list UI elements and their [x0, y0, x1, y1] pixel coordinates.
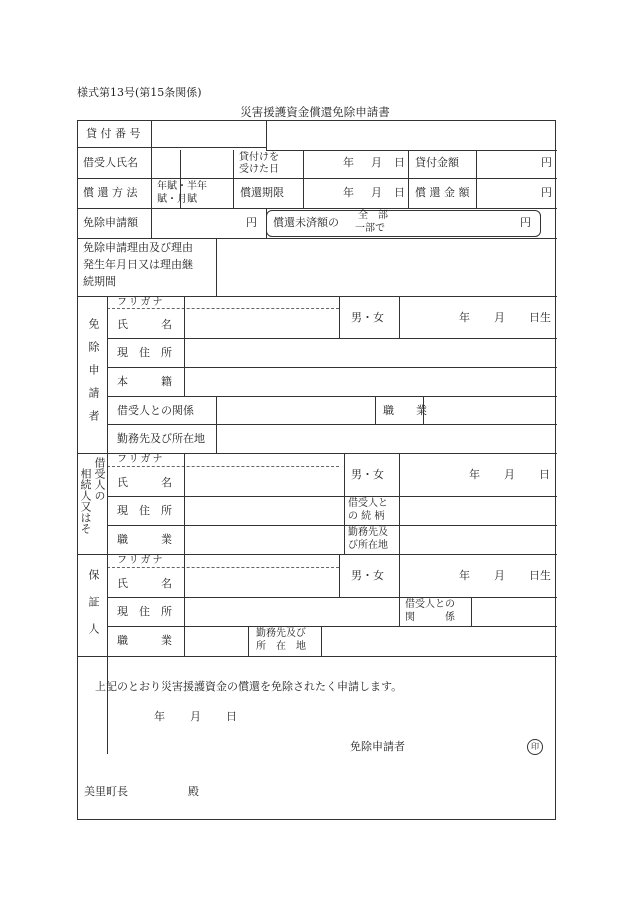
address-label: 現 住 所 — [117, 346, 172, 359]
workplace-label: 勤務先及び — [256, 628, 306, 639]
exemption-amount-label: 免除申請額 — [83, 216, 138, 229]
name-label: 氏 名 — [117, 476, 172, 489]
furigana-label: フリガナ — [117, 555, 165, 566]
relation-label: 関 係 — [405, 612, 455, 623]
furigana-label: フリガナ — [117, 297, 165, 308]
repay-method-option: 賦・月賦 — [157, 194, 197, 205]
rule — [184, 554, 185, 656]
rule — [107, 396, 557, 397]
applicant-signature-label: 免除申請者 — [350, 740, 405, 753]
rule — [107, 597, 557, 598]
occupation-label: 職 業 — [117, 533, 172, 546]
rule — [476, 150, 477, 208]
reason-label: 発生年月日又は理由継 — [83, 258, 193, 271]
rule — [78, 238, 557, 239]
date-month: 月 — [371, 156, 382, 169]
occupation-label: 職 業 — [117, 634, 172, 647]
address-label: 現 住 所 — [117, 605, 172, 618]
birth-month: 月 — [494, 569, 505, 582]
loan-date-label: 受けた日 — [239, 164, 279, 175]
rule — [107, 525, 557, 526]
birth-year: 年 — [459, 311, 470, 324]
occupation-label: 職 業 — [383, 404, 427, 417]
yen-unit: 円 — [541, 186, 552, 199]
rule — [471, 597, 472, 626]
application-form — [77, 120, 556, 820]
date-day: 日 — [394, 186, 405, 199]
rule — [266, 121, 267, 150]
workplace-label: び所在地 — [348, 540, 388, 551]
application-date-day: 日 — [226, 710, 237, 723]
relation-label: 借受人との関係 — [117, 404, 194, 417]
rule — [107, 626, 557, 627]
domicile-label: 本 籍 — [117, 375, 172, 388]
rule — [399, 597, 400, 626]
loan-amount-label: 貸付金額 — [415, 156, 459, 169]
rule — [151, 121, 152, 238]
birth-day: 日生 — [529, 311, 551, 324]
rule — [184, 453, 185, 554]
rule — [78, 178, 557, 179]
rule — [78, 656, 557, 657]
rule — [107, 367, 557, 368]
reason-label: 続期間 — [83, 275, 116, 288]
relation-label: 借受人と — [348, 498, 388, 509]
birth-day: 日 — [539, 468, 550, 481]
rule — [408, 150, 409, 208]
name-label: 氏 名 — [117, 318, 172, 331]
date-day: 日 — [394, 156, 405, 169]
unpaid-all: 全 部 — [358, 210, 388, 221]
rule — [303, 150, 304, 208]
mayor-addressee: 美里町長 — [84, 785, 128, 798]
yen-unit: 円 — [246, 216, 257, 229]
rule — [266, 150, 557, 151]
dashed-rule — [107, 308, 339, 309]
rule — [399, 296, 400, 338]
workplace-label: 勤務先及び所在地 — [117, 432, 205, 445]
seal-icon: 印 — [527, 739, 543, 755]
loan-number-label: 貸 付 番 号 — [86, 127, 141, 140]
birth-month: 月 — [494, 311, 505, 324]
rule — [216, 238, 217, 296]
rule — [248, 626, 249, 656]
sex-label: 男・女 — [351, 311, 384, 324]
rule — [107, 338, 557, 339]
relation-label: の 続 柄 — [348, 511, 385, 522]
birth-year: 年 — [469, 468, 480, 481]
rule — [399, 554, 400, 597]
loan-date-label: 貸付けを — [239, 152, 279, 163]
sex-label: 男・女 — [351, 468, 384, 481]
birth-year: 年 — [459, 569, 470, 582]
repay-method-option: 年賦・半年 — [157, 181, 207, 192]
rule — [339, 554, 340, 597]
date-year: 年 — [343, 156, 354, 169]
reason-label: 免除申請理由及び理由 — [83, 241, 193, 254]
unpaid-part: 一部で — [355, 223, 385, 234]
form-title: 災害援護資金償還免除申請書 — [240, 105, 390, 119]
guarantor-section-label: 保証人 — [87, 569, 100, 650]
rule — [375, 396, 376, 424]
birth-month: 月 — [504, 468, 515, 481]
yen-unit: 円 — [520, 216, 531, 229]
rule — [339, 296, 340, 338]
application-date-month: 月 — [190, 710, 201, 723]
furigana-label: フリガナ — [117, 454, 165, 465]
repay-amount-label: 償 還 金 額 — [415, 186, 470, 199]
unpaid-label: 償還未済額の — [273, 216, 339, 229]
rule — [399, 453, 400, 554]
workplace-label: 所 在 地 — [256, 641, 306, 652]
date-year: 年 — [343, 186, 354, 199]
dashed-rule — [107, 567, 339, 568]
yen-unit: 円 — [541, 156, 552, 169]
workplace-label: 勤務先及 — [348, 527, 388, 538]
honorific: 殿 — [188, 785, 199, 798]
application-statement: 上記のとおり災害援護資金の償還を免除されたく申請します。 — [95, 680, 403, 693]
applicant-section-label: 免除申請者 — [87, 318, 100, 433]
rule — [78, 208, 557, 209]
repay-method-label: 償 還 方 法 — [83, 186, 138, 199]
rule — [216, 396, 217, 453]
heir-section-label: 借受人の — [93, 457, 106, 501]
repay-period-label: 償還期限 — [240, 186, 284, 199]
form-number: 様式第13号(第15条関係) — [77, 86, 202, 99]
dashed-rule — [107, 466, 339, 467]
rule — [233, 150, 234, 208]
sex-label: 男・女 — [351, 569, 384, 582]
date-month: 月 — [371, 186, 382, 199]
rule — [321, 626, 322, 656]
address-label: 現 住 所 — [117, 504, 172, 517]
relation-label: 借受人との — [405, 599, 455, 610]
rule — [344, 453, 345, 554]
rule — [78, 147, 266, 148]
name-label: 氏 名 — [117, 577, 172, 590]
rule — [184, 296, 185, 396]
rule — [107, 424, 557, 425]
birth-day: 日生 — [529, 569, 551, 582]
heir-section-label: 相続人又はそ — [79, 468, 92, 534]
rule — [107, 496, 557, 497]
borrower-name-label: 借受人氏名 — [83, 156, 138, 169]
application-date-year: 年 — [154, 710, 165, 723]
